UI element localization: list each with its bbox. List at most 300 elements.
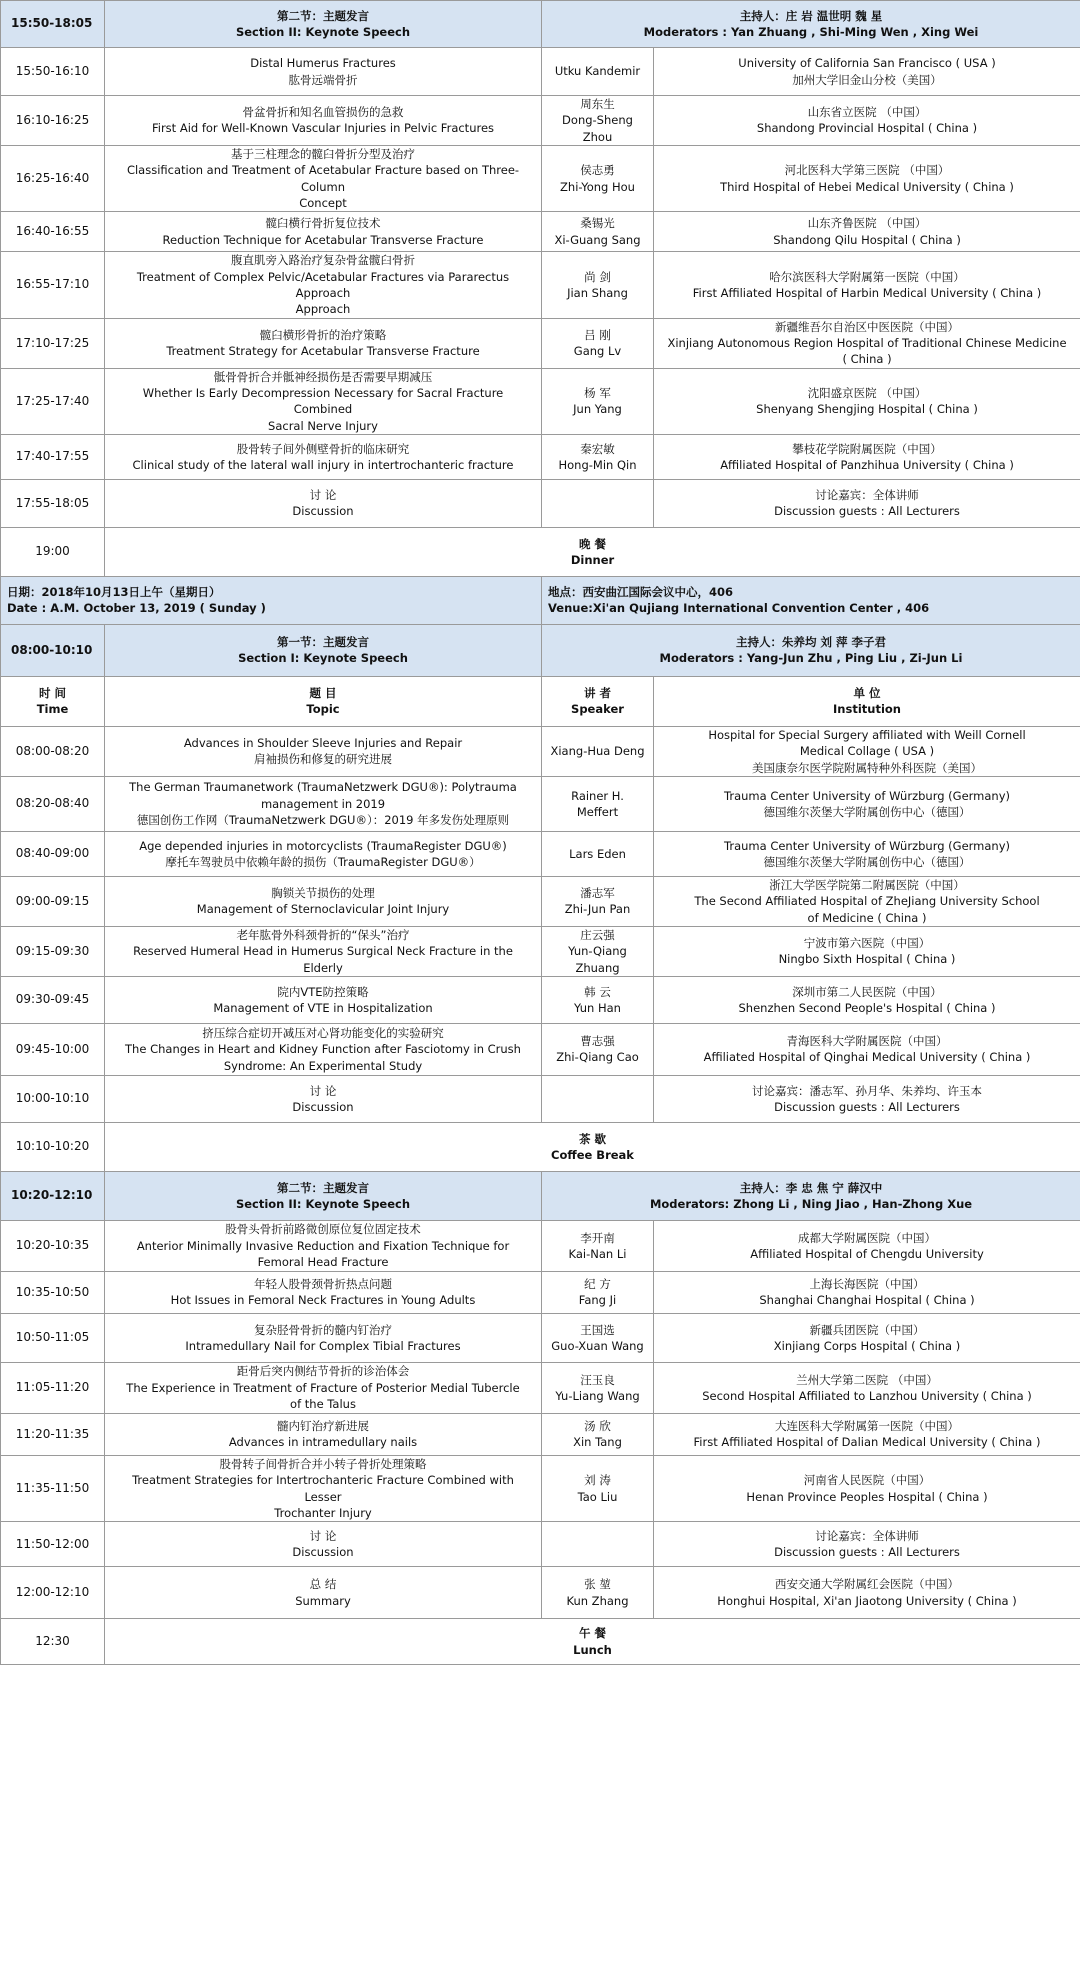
topic-cell (105, 1567, 542, 1619)
institution-cell-line: 讨论嘉宾：潘志军、孙月华、朱养均、许玉本 (752, 1083, 982, 1098)
speaker-cell (542, 1522, 654, 1567)
topic-cell-line: 德国创伤工作网（TraumaNetzwerk DGU®）：2019 年多发伤处理原则 (136, 813, 510, 828)
topic-cell-line: Trochanter Injury (274, 1505, 372, 1520)
time-cell: 12:00-12:10 (1, 1567, 105, 1619)
institution-cell-line: 加州大学旧金山分校（美国） (792, 72, 942, 87)
speaker-cell-line: 侯志勇 (580, 163, 615, 178)
table-row (1, 1313, 1080, 1362)
topic-cell-line: Syndrome: An Experimental Study (223, 1058, 423, 1073)
speaker-cell (542, 1075, 654, 1122)
institution-cell-line: Shenyang Shengjing Hospital ( China ) (756, 402, 978, 417)
time-cell: 11:20-11:35 (1, 1413, 105, 1455)
topic-cell-line: Age depended injuries in motorcyclists (TraumaRegister DGU®) (139, 838, 507, 853)
table-row (1, 726, 1080, 776)
topic-cell-line: 摩托车驾驶员中依赖年龄的损伤（TraumaRegister DGU®） (165, 854, 481, 869)
institution-cell-line: 讨论嘉宾：全体讲师 (815, 488, 919, 503)
topic-cell-line: 股骨头骨折前路微创原位复位固定技术 (225, 1222, 421, 1237)
topic-cell-line: 老年肱骨外科颈骨折的“保头”治疗 (236, 927, 410, 942)
speaker-cell (542, 831, 654, 876)
table-row (1, 876, 1080, 926)
institution-cell-line: The Second Affiliated Hospital of ZheJiang University School (694, 894, 1040, 909)
topic-cell-line: 肱骨远端骨折 (288, 72, 358, 87)
topic-cell-line: 讨 论 (309, 488, 337, 503)
moderators (542, 1, 1080, 48)
table-row (1, 318, 1080, 368)
institution-cell (654, 434, 1080, 479)
institution-cell-line: Discussion guests : All Lecturers (774, 1099, 960, 1114)
institution-cell (654, 926, 1080, 976)
institution-cell-line: Henan Province Peoples Hospital ( China ) (746, 1489, 988, 1504)
break-label-line: Coffee Break (551, 1147, 634, 1162)
topic-cell-line: Treatment Strategy for Acetabular Transverse Fracture (166, 344, 480, 359)
time-cell: 10:50-11:05 (1, 1313, 105, 1362)
speaker-cell (542, 434, 654, 479)
speaker-cell (542, 1413, 654, 1455)
moderators-line: Moderators: Zhong Li , Ning Jiao , Han-Zhong Xue (649, 1196, 973, 1211)
institution-cell-line: 西安交通大学附属红会医院（中国） (775, 1577, 959, 1592)
table-row (1, 368, 1080, 434)
speaker-cell-line: Zhou (582, 129, 613, 144)
topic-cell-line: The Experience in Treatment of Fracture of Posterior Medial Tubercle (126, 1380, 520, 1395)
speaker-cell-line: Lars Eden (569, 846, 626, 861)
topic-cell-line: Discussion (292, 504, 354, 519)
table-row (1, 434, 1080, 479)
institution-cell (654, 1313, 1080, 1362)
column-topic-line: Topic (306, 702, 340, 717)
table-row (1, 926, 1080, 976)
institution-cell (654, 831, 1080, 876)
date-label (1, 576, 542, 624)
speaker-cell-line: 韩 云 (584, 984, 611, 999)
time-cell: 15:50-16:10 (1, 48, 105, 96)
table-row (1, 1023, 1080, 1075)
institution-cell-line: 青海医科大学附属医院（中国） (786, 1034, 948, 1049)
topic-cell-line: The German Traumanetwork (TraumaNetzwerk DGU®): Polytrauma (129, 780, 517, 795)
institution-cell (654, 1220, 1080, 1271)
speaker-cell (542, 1455, 654, 1521)
institution-cell-line: 攀枝花学院附属医院（中国） (792, 441, 942, 456)
topic-cell (105, 212, 542, 252)
meal-label (105, 527, 1080, 576)
time-cell: 09:15-09:30 (1, 926, 105, 976)
institution-cell-line: ( China ) (842, 352, 892, 367)
topic-cell-line: Reduction Technique for Acetabular Transverse Fracture (162, 232, 484, 247)
time-cell: 16:10-16:25 (1, 96, 105, 146)
speaker-cell (542, 212, 654, 252)
column-speaker-line: Speaker (571, 702, 624, 717)
moderators-line: 主持人：朱养均 刘 萍 李子君 (736, 635, 887, 650)
meal-label (105, 1619, 1080, 1665)
topic-cell-line: of the Talus (290, 1397, 356, 1412)
speaker-cell-line: Meffert (576, 804, 619, 819)
discussion-row (1, 479, 1080, 527)
topic-cell-line: 总 结 (309, 1577, 337, 1592)
topic-cell-line: Treatment of Complex Pelvic/Acetabular Fractures via Pararectus Approach (136, 269, 510, 300)
speaker-cell (542, 1313, 654, 1362)
institution-cell-line: 兰州大学第二医院 （中国） (796, 1372, 938, 1387)
topic-cell (105, 726, 542, 776)
time-cell: 10:35-10:50 (1, 1271, 105, 1313)
institution-cell-line: 哈尔滨医科大学附属第一医院（中国） (769, 269, 965, 284)
topic-cell-line: 骨盆骨折和知名血管损伤的急救 (242, 105, 404, 120)
speaker-cell-line: 刘 涛 (584, 1473, 611, 1488)
topic-cell-line: 距骨后突内侧结节骨折的诊治体会 (236, 1364, 410, 1379)
speaker-cell (542, 368, 654, 434)
topic-cell-line: Concept (299, 195, 347, 210)
institution-cell-line: Xinjiang Autonomous Region Hospital of Traditional Chinese Medicine (667, 335, 1067, 350)
column-institution-line: Institution (833, 702, 901, 717)
topic-cell-line: 骶骨骨折合并骶神经损伤是否需要早期减压 (213, 369, 433, 384)
institution-cell (654, 1455, 1080, 1521)
speaker-cell-line: Yun Han (574, 1000, 621, 1015)
speaker-cell (542, 1362, 654, 1413)
topic-cell-line: Femoral Head Fracture (257, 1255, 389, 1270)
institution-cell-line: Affiliated Hospital of Qinghai Medical University ( China ) (703, 1050, 1031, 1065)
column-speaker (542, 676, 654, 726)
time-cell: 09:30-09:45 (1, 976, 105, 1023)
speaker-cell-line: 桑锡光 (580, 216, 615, 231)
meal-label-line: 午 餐 (579, 1626, 607, 1641)
column-time-line: 时 间 (38, 686, 66, 701)
institution-cell (654, 1413, 1080, 1455)
moderators-line: 主持人：李 忠 焦 宁 薛汉中 (739, 1180, 883, 1195)
column-time-line: Time (36, 702, 69, 717)
institution-cell-line: Third Hospital of Hebei Medical University ( China ) (720, 179, 1014, 194)
institution-cell-line: 新疆维吾尔自治区中医医院（中国） (775, 319, 959, 334)
institution-cell-line: Trauma Center University of Würzburg (Germany) (724, 788, 1010, 803)
topic-cell (105, 434, 542, 479)
institution-cell (654, 368, 1080, 434)
speaker-cell-line: 庄云强 (580, 927, 615, 942)
meal-row (1, 527, 1080, 576)
speaker-cell-line: Xin Tang (573, 1435, 622, 1450)
column-topic (105, 676, 542, 726)
speaker-cell-line: 周东生 (580, 97, 615, 111)
time-cell: 16:40-16:55 (1, 212, 105, 252)
speaker-cell-line: Utku Kandemir (554, 64, 641, 79)
break-row (1, 1122, 1080, 1171)
column-institution (654, 676, 1080, 726)
speaker-cell (542, 926, 654, 976)
meal-label-line: Dinner (570, 552, 615, 567)
time-cell: 09:00-09:15 (1, 876, 105, 926)
topic-cell-line: Management of Sternoclavicular Joint Injury (196, 902, 450, 917)
table-row (1, 48, 1080, 96)
institution-cell (654, 48, 1080, 96)
speaker-cell-line: 汪玉良 (580, 1372, 615, 1387)
date-label-line: 日期：2018年10月13日上午（星期日） (7, 585, 221, 600)
institution-cell (654, 876, 1080, 926)
institution-cell-line: Shenzhen Second People's Hospital ( China ) (738, 1000, 996, 1015)
speaker-cell-line: Yun-Qiang (568, 944, 627, 959)
time-cell: 10:20-10:35 (1, 1220, 105, 1271)
table-row (1, 1362, 1080, 1413)
column-time (1, 676, 105, 726)
date-label-line: Date : A.M. October 13, 2019 ( Sunday ) (7, 601, 266, 616)
institution-cell-line: Shandong Qilu Hospital ( China ) (773, 232, 961, 247)
meal-label-line: 晚 餐 (579, 536, 607, 551)
speaker-cell-line: 杨 军 (584, 385, 611, 400)
speaker-cell (542, 876, 654, 926)
institution-cell-line: 河南省人民医院（中国） (803, 1473, 931, 1488)
institution-cell (654, 252, 1080, 318)
institution-cell-line: 成都大学附属医院（中国） (798, 1230, 936, 1245)
section-title-line: 第二节：主题发言 (277, 1180, 369, 1195)
time-cell: 19:00 (1, 527, 105, 576)
section-title-line: Section I: Keynote Speech (238, 651, 408, 666)
speaker-cell (542, 1567, 654, 1619)
topic-cell (105, 1220, 542, 1271)
time-cell: 12:30 (1, 1619, 105, 1665)
topic-cell-line: Approach (295, 302, 351, 317)
topic-cell-line: 髓内钉治疗新进展 (277, 1419, 369, 1434)
topic-cell (105, 1075, 542, 1122)
topic-cell-line: 髋臼横形骨折的治疗策略 (259, 327, 387, 342)
institution-cell-line: 德国维尔茨堡大学附属创伤中心（德国） (763, 854, 971, 869)
section-title-line: 第一节：主题发言 (277, 635, 369, 650)
institution-cell-line: 宁波市第六医院（中国） (803, 936, 931, 951)
institution-cell-line: 山东省立医院 （中国） (807, 105, 927, 120)
time-cell: 17:55-18:05 (1, 479, 105, 527)
table-row (1, 776, 1080, 831)
speaker-cell (542, 776, 654, 831)
topic-cell-line: Whether Is Early Decompression Necessary for Sacral Fracture Combined (142, 385, 504, 417)
speaker-cell-line: Tao Liu (577, 1489, 618, 1504)
institution-cell (654, 1362, 1080, 1413)
topic-cell-line: Clinical study of the lateral wall injury in intertrochanteric fracture (132, 457, 514, 472)
time-cell: 10:00-10:10 (1, 1075, 105, 1122)
time-cell: 11:50-12:00 (1, 1522, 105, 1567)
time-cell: 16:55-17:10 (1, 252, 105, 318)
discussion-row (1, 1522, 1080, 1567)
time-cell: 10:10-10:20 (1, 1122, 105, 1171)
time-cell: 16:25-16:40 (1, 145, 105, 211)
table-row (1, 1271, 1080, 1313)
section-title (105, 1171, 542, 1220)
speaker-cell-line: 王国选 (580, 1322, 615, 1337)
speaker-cell-line: 李开南 (580, 1230, 615, 1245)
topic-cell (105, 1362, 542, 1413)
institution-cell-line: Honghui Hospital, Xi'an Jiaotong University ( China ) (717, 1593, 1017, 1608)
topic-cell (105, 1455, 542, 1521)
topic-cell (105, 1271, 542, 1313)
time-cell: 17:10-17:25 (1, 318, 105, 368)
speaker-cell-line: Rainer H. (571, 788, 624, 803)
topic-cell-line: 讨 论 (309, 1528, 337, 1543)
venue-label (542, 576, 1080, 624)
topic-cell (105, 926, 542, 976)
institution-cell-line: of Medicine ( China ) (807, 910, 927, 925)
section-title-line: 第二节：主题发言 (277, 8, 369, 23)
institution-cell-line: 沈阳盛京医院 （中国） (807, 385, 927, 400)
institution-cell (654, 1567, 1080, 1619)
speaker-cell-line: Xi-Guang Sang (554, 232, 641, 247)
institution-cell-line: First Affiliated Hospital of Harbin Medical University ( China ) (692, 285, 1042, 300)
speaker-cell-line: Dong-Sheng (562, 113, 633, 128)
topic-cell-line: 挤压综合症切开减压对心肾功能变化的实验研究 (202, 1025, 444, 1040)
speaker-cell-line: 吕 刚 (584, 327, 611, 342)
topic-cell (105, 776, 542, 831)
topic-cell (105, 96, 542, 146)
section-time: 08:00-10:10 (1, 624, 105, 676)
table-row (1, 976, 1080, 1023)
moderators-line: Moderators : Yan Zhuang , Shi-Ming Wen , Xing Wei (643, 25, 979, 39)
topic-cell (105, 976, 542, 1023)
topic-cell-line: Treatment Strategies for Intertrochanteric Fracture Combined with Lesser (132, 1473, 514, 1504)
speaker-cell-line: Zhuang (575, 960, 620, 975)
topic-cell (105, 318, 542, 368)
table-row (1, 1413, 1080, 1455)
institution-cell-line: Shandong Provincial Hospital ( China ) (756, 121, 978, 136)
topic-cell-line: The Changes in Heart and Kidney Function after Fasciotomy in Crush (125, 1042, 521, 1057)
institution-cell-line: 河北医科大学第三医院 （中国） (784, 163, 950, 178)
topic-cell-line: First Aid for Well-Known Vascular Injuries in Pelvic Fractures (151, 121, 495, 136)
speaker-cell-line: Xiang-Hua Deng (550, 744, 645, 759)
speaker-cell (542, 48, 654, 96)
topic-cell-line: 讨 论 (309, 1083, 337, 1098)
institution-cell-line: University of California San Francisco ( USA ) (738, 56, 996, 71)
time-cell: 11:35-11:50 (1, 1455, 105, 1521)
section-title-line: Section II: Keynote Speech (235, 1196, 411, 1211)
column-institution-line: 单 位 (853, 686, 881, 701)
topic-cell (105, 479, 542, 527)
institution-cell (654, 1522, 1080, 1567)
institution-cell-line: Shanghai Changhai Hospital ( China ) (759, 1293, 975, 1308)
speaker-cell-line: Zhi-Qiang Cao (556, 1050, 639, 1065)
table-row (1, 1455, 1080, 1521)
speaker-cell (542, 726, 654, 776)
topic-cell-line: 髋臼横行骨折复位技术 (265, 216, 381, 231)
institution-cell-line: Affiliated Hospital of Panzhihua University ( China ) (720, 457, 1014, 472)
topic-cell-line: 股骨转子间外侧壁骨折的临床研究 (236, 441, 410, 456)
meal-label-line: Lunch (573, 1642, 612, 1657)
section-title (105, 624, 542, 676)
section-time: 15:50-18:05 (1, 1, 105, 48)
break-label-line: 茶 歇 (579, 1131, 607, 1146)
speaker-cell (542, 252, 654, 318)
topic-cell-line: Discussion (292, 1099, 354, 1114)
meal-row (1, 1619, 1080, 1665)
topic-cell-line: Discussion (292, 1545, 354, 1560)
time-cell: 11:05-11:20 (1, 1362, 105, 1413)
speaker-cell-line: Zhi-Yong Hou (560, 179, 635, 194)
column-header-row (1, 676, 1080, 726)
institution-cell (654, 1023, 1080, 1075)
topic-cell-line: Advances in Shoulder Sleeve Injuries and Repair (183, 736, 463, 751)
speaker-cell-line: Kun Zhang (566, 1593, 629, 1608)
speaker-cell-line: 汤 欣 (584, 1419, 611, 1434)
section-header-row (1, 1171, 1080, 1220)
institution-cell-line: 上海长海医院（中国） (809, 1277, 925, 1292)
institution-cell-line: 浙江大学医学院第二附属医院（中国） (769, 877, 965, 892)
topic-cell (105, 831, 542, 876)
time-cell: 08:00-08:20 (1, 726, 105, 776)
topic-cell (105, 145, 542, 211)
topic-cell-line: 复杂胫骨骨折的髓内钉治疗 (254, 1322, 392, 1337)
topic-cell (105, 876, 542, 926)
topic-cell-line: management in 2019 (260, 796, 386, 811)
speaker-cell (542, 976, 654, 1023)
institution-cell (654, 318, 1080, 368)
section-header-row (1, 1, 1080, 48)
venue-label-line: Venue:Xi'an Qujiang International Convention Center , 406 (548, 601, 930, 616)
institution-cell-line: 山东齐鲁医院 （中国） (807, 216, 927, 231)
speaker-cell-line: Jun Yang (573, 402, 622, 417)
institution-cell-line: 美国康奈尔医学院附属特种外科医院（美国） (752, 760, 982, 775)
topic-cell-line: Summary (295, 1593, 351, 1608)
institution-cell (654, 976, 1080, 1023)
speaker-cell-line: Guo-Xuan Wang (551, 1338, 644, 1353)
topic-cell-line: Anterior Minimally Invasive Reduction and Fixation Technique for (136, 1238, 510, 1253)
topic-cell (105, 368, 542, 434)
institution-cell-line: Discussion guests : All Lecturers (774, 504, 960, 519)
topic-cell-line: Distal Humerus Fractures (250, 56, 396, 71)
table-row (1, 252, 1080, 318)
moderators-line: Moderators : Yang-Jun Zhu , Ping Liu , Zi-Jun Li (659, 651, 963, 666)
summary-row (1, 1567, 1080, 1619)
topic-cell-line: 股骨转子间骨折合并小转子骨折处理策略 (219, 1456, 427, 1471)
topic-cell-line: 肩袖损伤和修复的研究进展 (254, 752, 392, 767)
topic-cell-line: 院内VTE防控策略 (277, 984, 369, 999)
moderators-line: 主持人：庄 岩 温世明 魏 星 (739, 8, 883, 23)
discussion-row (1, 1075, 1080, 1122)
time-cell: 17:40-17:55 (1, 434, 105, 479)
topic-cell-line: 年轻人股骨颈骨折热点问题 (254, 1277, 392, 1292)
speaker-cell-line: Zhi-Jun Pan (564, 902, 631, 917)
topic-cell (105, 252, 542, 318)
section-header-row (1, 624, 1080, 676)
topic-cell (105, 1313, 542, 1362)
topic-cell-line: Reserved Humeral Head in Humerus Surgical Neck Fracture in the Elderly (133, 944, 513, 975)
institution-cell-line: 德国维尔茨堡大学附属创伤中心（德国） (763, 804, 971, 819)
topic-cell (105, 1413, 542, 1455)
speaker-cell (542, 318, 654, 368)
speaker-cell-line: 秦宏敏 (580, 441, 615, 456)
speaker-cell-line: Hong-Min Qin (558, 457, 637, 472)
date-venue-row (1, 576, 1080, 624)
topic-cell (105, 1023, 542, 1075)
time-cell: 17:25-17:40 (1, 368, 105, 434)
time-cell: 09:45-10:00 (1, 1023, 105, 1075)
topic-cell-line: Advances in intramedullary nails (228, 1435, 418, 1450)
institution-cell (654, 1271, 1080, 1313)
topic-cell-line: Classification and Treatment of Acetabular Fracture based on Three-Column (126, 163, 520, 194)
speaker-cell (542, 96, 654, 146)
institution-cell-line: Hospital for Special Surgery affiliated with Weill Cornell (708, 727, 1026, 742)
venue-label-line: 地点：西安曲江国际会议中心，406 (548, 585, 734, 600)
speaker-cell-line: Yu-Liang Wang (555, 1388, 640, 1403)
table-row (1, 96, 1080, 146)
topic-cell-line: 腹直肌旁入路治疗复杂骨盆髋臼骨折 (231, 253, 415, 268)
speaker-cell-line: 尚 剑 (584, 269, 611, 284)
column-topic-line: 题 目 (309, 686, 337, 701)
speaker-cell (542, 1220, 654, 1271)
topic-cell-line: Management of VTE in Hospitalization (213, 1000, 433, 1015)
institution-cell (654, 726, 1080, 776)
institution-cell (654, 776, 1080, 831)
speaker-cell (542, 479, 654, 527)
institution-cell-line: 大连医科大学附属第一医院（中国） (775, 1419, 959, 1434)
institution-cell-line: 讨论嘉宾：全体讲师 (815, 1528, 919, 1543)
speaker-cell-line: 曹志强 (580, 1034, 615, 1049)
speaker-cell-line: 潘志军 (580, 886, 615, 901)
table-row (1, 145, 1080, 211)
speaker-cell (542, 1271, 654, 1313)
moderators (542, 1171, 1080, 1220)
topic-cell (105, 48, 542, 96)
institution-cell (654, 1075, 1080, 1122)
topic-cell (105, 1522, 542, 1567)
